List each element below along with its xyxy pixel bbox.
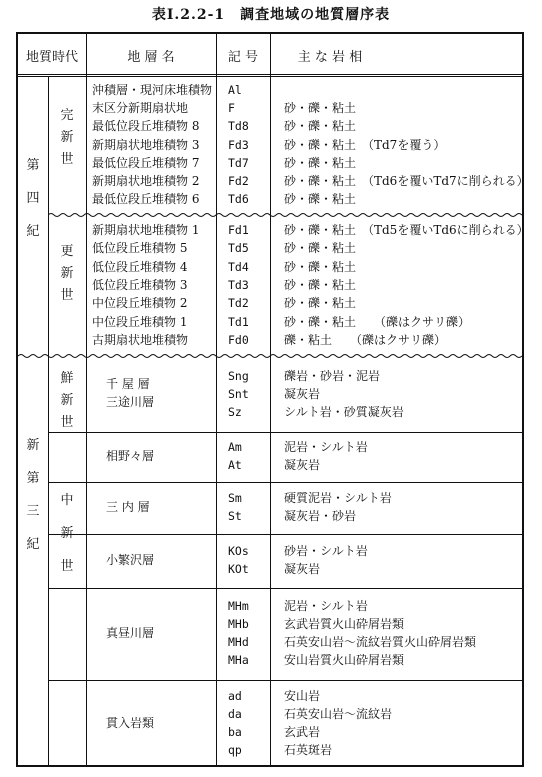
formation-lithology: 泥岩・シルト岩 <box>284 440 368 454</box>
formation-symbol: ad <box>228 688 242 703</box>
formation-symbol: MHa <box>228 653 249 667</box>
formation-lithology: 砂・礫・粘土 <box>284 192 357 207</box>
formation-symbol: Fd1 <box>228 223 249 237</box>
epoch-pleistocene <box>57 240 77 306</box>
col-divider-period <box>86 34 87 767</box>
formation-name: 中位段丘堆積物 2 <box>92 296 188 311</box>
formation-name: 新期扇状地堆積物 3 <box>92 137 200 152</box>
formation-symbol: Fd3 <box>228 137 249 152</box>
vertical-char: 新 <box>60 393 74 408</box>
vertical-char: 鮮 <box>60 371 74 386</box>
formation-symbol: Fd0 <box>228 332 249 347</box>
formation-name: 相野々層 <box>106 449 155 463</box>
formation-name: 最低位段丘堆積物 6 <box>92 192 200 207</box>
formation-symbol: F <box>228 101 235 116</box>
formation-symbol: Sz <box>228 405 242 419</box>
formation-symbol: Td2 <box>228 296 249 311</box>
formation-lithology: 砂・礫・粘土 <box>284 119 357 134</box>
col-divider-epoch <box>48 76 49 767</box>
formation-name: 中位段丘堆積物 1 <box>92 314 188 329</box>
formation-name: 低位段丘堆積物 3 <box>92 277 188 292</box>
formation-symbol: Td4 <box>228 259 249 274</box>
divider-miocene-2 <box>48 534 522 535</box>
formation-symbol: Td5 <box>228 241 249 256</box>
divider-pliocene-miocene <box>48 432 522 433</box>
formation-symbol: Td1 <box>228 314 249 329</box>
stratigraphy-table <box>16 32 529 767</box>
epoch-holocene <box>57 104 77 170</box>
formation-name: 沖積層・現河床堆積物 <box>92 83 213 97</box>
period-quaternary <box>23 154 43 253</box>
header-formation: 地 層 名 <box>127 50 175 65</box>
formation-symbol: Snt <box>228 387 249 401</box>
formation-name: 末区分新期扇状地 <box>92 101 189 116</box>
formation-symbol: qp <box>228 742 242 757</box>
formation-name: 新期扇状地堆積物 1 <box>92 223 200 237</box>
formation-lithology: 砂岩・シルト岩 <box>284 544 368 558</box>
vertical-char: 紀 <box>26 224 40 239</box>
formation-symbol: Td6 <box>228 192 249 207</box>
formation-lithology: 硬質泥岩・シルト岩 <box>284 491 392 505</box>
vertical-char: 紀 <box>26 537 40 552</box>
vertical-char: 世 <box>60 152 74 167</box>
formation-name: 三途川層 <box>106 395 155 409</box>
formation-lithology: 砂・礫・粘土 <box>284 296 357 311</box>
formation-symbol: KOs <box>228 544 249 558</box>
formation-lithology: 石英安山岩～流紋岩質火山砕屑岩類 <box>284 635 477 649</box>
vertical-char: 新 <box>60 130 74 145</box>
formation-symbol: Fd2 <box>228 174 249 188</box>
col-divider-symbol <box>270 34 271 767</box>
formation-name: 新期扇状地堆積物 2 <box>92 174 200 188</box>
header-symbol: 記 号 <box>227 50 259 65</box>
formation-name: 低位段丘堆積物 5 <box>92 241 188 256</box>
formation-symbol: Sm <box>228 491 242 505</box>
header-lithology: 主 な 岩 相 <box>297 50 363 65</box>
formation-symbol: ba <box>228 724 242 739</box>
vertical-char: 第 <box>26 158 40 173</box>
formation-symbol: St <box>228 509 242 523</box>
formation-lithology: シルト岩・砂質凝灰岩 <box>284 405 404 419</box>
formation-lithology: 凝灰岩 <box>284 458 321 472</box>
period-neogene <box>23 434 43 566</box>
unconformity-line-2 <box>18 353 522 359</box>
vertical-char: 世 <box>60 559 74 574</box>
formation-name: 最低位段丘堆積物 8 <box>92 119 200 134</box>
formation-lithology: 玄武岩 <box>284 724 321 739</box>
formation-name: 古期扇状地堆積物 <box>92 332 189 347</box>
vertical-char: 更 <box>60 244 74 259</box>
epoch-miocene <box>57 489 77 588</box>
unconformity-line-1 <box>48 212 522 218</box>
formation-name: 小繁沢層 <box>106 553 155 567</box>
formation-lithology: 泥岩・シルト岩 <box>284 599 368 613</box>
header-period: 地質時代 <box>25 50 78 65</box>
epoch-pliocene <box>57 367 77 433</box>
formation-symbol: Td3 <box>228 277 249 292</box>
vertical-char: 第 <box>26 471 40 486</box>
formation-name: 低位段丘堆積物 4 <box>92 259 188 274</box>
vertical-char: 三 <box>26 504 40 519</box>
formation-lithology: 砂・礫・粘土 <box>284 259 357 274</box>
formation-lithology: 砂・礫・粘土 <box>284 155 357 170</box>
divider-miocene-1 <box>48 482 522 483</box>
formation-symbol: Td8 <box>228 119 249 134</box>
vertical-char: 新 <box>60 266 74 281</box>
formation-symbol: Al <box>228 83 242 97</box>
formation-lithology: 安山岩 <box>284 688 321 703</box>
formation-lithology: 石英斑岩 <box>284 742 333 757</box>
vertical-char: 世 <box>60 415 74 430</box>
table-title: 表Ⅰ.2.2-1 調査地域の地質層序表 <box>151 7 391 23</box>
formation-name: 真昼川層 <box>106 626 155 640</box>
formation-lithology: 砂・礫・粘土 （Td7を覆う） <box>284 137 446 152</box>
vertical-char: 世 <box>60 288 74 303</box>
divider-miocene-3 <box>48 588 522 589</box>
formation-symbol: At <box>228 458 242 472</box>
vertical-char: 完 <box>60 108 74 123</box>
divider-miocene-4 <box>48 680 522 681</box>
formation-symbol: Sng <box>228 369 249 383</box>
formation-lithology: 砂・礫・粘土 （Td5を覆いTd6に削られる） <box>284 223 529 237</box>
formation-symbol: Am <box>228 440 242 454</box>
formation-symbol: KOt <box>228 562 249 576</box>
vertical-char: 四 <box>26 191 40 206</box>
formation-lithology: 砂・礫・粘土 <box>284 241 357 256</box>
formation-lithology: 砂・礫・粘土 <box>284 277 357 292</box>
formation-symbol: MHd <box>228 635 249 649</box>
formation-name: 最低位段丘堆積物 7 <box>92 155 200 170</box>
formation-symbol: MHb <box>228 617 249 631</box>
formation-lithology: 凝灰岩・砂岩 <box>284 509 357 523</box>
formation-lithology: 砂・礫・粘土 （Td6を覆いTd7に削られる） <box>284 174 529 188</box>
formation-lithology: 凝灰岩 <box>284 387 321 401</box>
col-divider-name <box>216 34 217 767</box>
formation-name: 貫入岩類 <box>106 715 155 730</box>
formation-lithology: 安山岩質火山砕屑岩類 <box>284 653 405 667</box>
formation-symbol: Td7 <box>228 155 249 170</box>
formation-symbol: MHm <box>228 599 249 613</box>
formation-lithology: 砂・礫・粘土 （礫はクサリ礫） <box>284 314 471 329</box>
formation-lithology: 礫・粘土 （礫はクサリ礫） <box>284 332 447 347</box>
header-divider <box>18 74 522 77</box>
formation-lithology: 石英安山岩～流紋岩 <box>284 706 393 721</box>
formation-name: 三 内 層 <box>106 500 150 514</box>
formation-lithology: 玄武岩質火山砕屑岩類 <box>284 617 405 631</box>
formation-symbol: da <box>228 706 242 721</box>
vertical-char: 新 <box>26 438 40 453</box>
vertical-char: 中 <box>60 493 74 508</box>
formation-lithology: 凝灰岩 <box>284 562 321 576</box>
formation-lithology: 礫岩・砂岩・泥岩 <box>284 369 381 383</box>
vertical-char: 新 <box>60 526 74 541</box>
formation-name: 千 屋 層 <box>106 377 150 391</box>
formation-lithology: 砂・礫・粘土 <box>284 101 357 116</box>
